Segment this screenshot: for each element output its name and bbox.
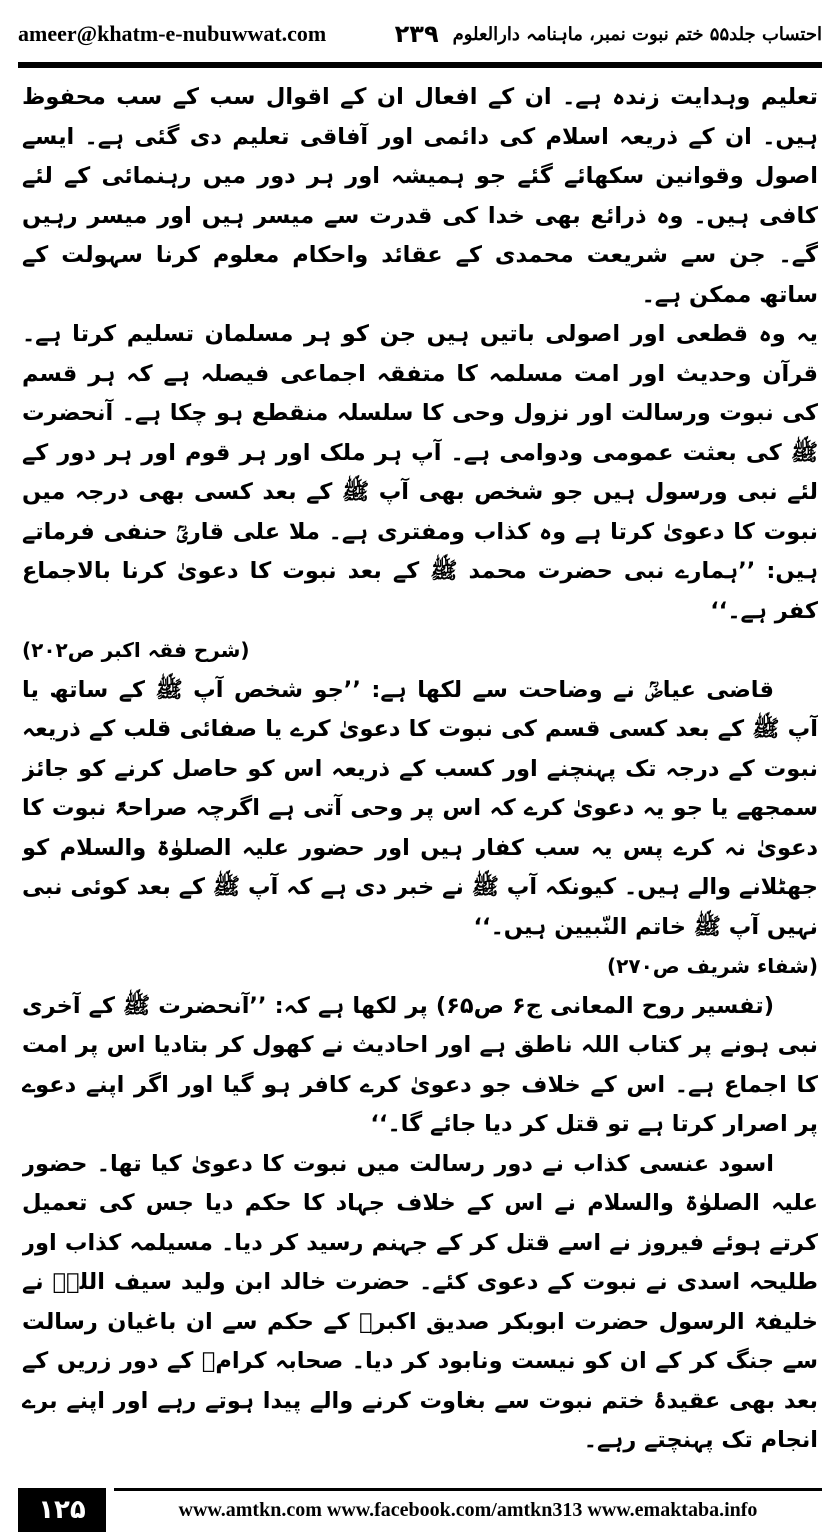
header-rule [18,62,822,68]
header-title-group [395,20,822,48]
footer-page-number: ۱۲۵ [18,1488,106,1532]
footer-links: www.amtkn.com www.facebook.com/amtkn313 www.emaktaba.info [114,1488,822,1532]
paragraph-1: تعلیم وہدایت زندہ ہے۔ ان کے افعال ان کے اقوال سب کے سب محفوظ ہیں۔ ان کے ذریعہ اسلام کی دائمی اور آفاقی تعلیم دی گئی ہے۔ ایسے اصول وقوانین سکھائے گئے جو ہمیشہ اور ہر دور میں رہنمائی کے لئے کافی ہیں۔ وہ ذرائع بھی خدا کی قدرت سے میسر ہیں اور میسر رہیں گے۔ جن سے شریعت محمدی کے عقائد واحکام معلوم کرنا سہولت کے ساتھ ممکن ہے۔ [22,84,818,308]
citation-sharh-fiqh-akbar: (شرح فقہ اکبر ص۲۰۲) [22,638,250,662]
paragraph-2: یہ وہ قطعی اور اصولی باتیں ہیں جن کو ہر مسلمان تسلیم کرتا ہے۔ قرآن وحدیث اور امت مسلمہ کا متفقہ اجماعی فیصلہ ہے کہ ہر قسم کی نبوت ورسالت اور نزول وحی کا سلسلہ منقطع ہو چکا ہے۔ آنحضرت ﷺ کی بعثت عمومی ودوامی ہے۔ آپ ہر ملک اور ہر قوم اور ہر دور کے لئے نبی ورسول ہیں جو شخص بھی آپ ﷺ کے بعد کسی بھی درجہ میں نبوت کا دعویٰ کرتا ہے وہ کذاب ومفتری ہے۔ ملا علی قاریؒ حنفی فرماتے ہیں: ’’ہمارے نبی حضرت محمد ﷺ کے بعد نبوت کا دعویٰ کرنا بالاجماع کفر ہے۔‘‘ [22,321,818,624]
paragraph-4: (تفسیر روح المعانی ج۶ ص۶۵) پر لکھا ہے کہ: ’’آنحضرت ﷺ کے آخری نبی ہونے پر کتاب اللہ ناطق ہے اور احادیث نے کھول کر بتادیا اس پر امت کا اجماع ہے۔ اس کے خلاف جو دعویٰ کرے کافر ہو گیا اور اگر اپنے دعوے پر اصرار کرتا ہے تو قتل کر دیا جائے گا۔‘‘ [22,992,818,1137]
header-email: ameer@khatm-e-nubuwwat.com [18,21,327,46]
citation-shifa-sharif: (شفاء شریف ص۲۷۰) [607,954,818,978]
page-body [22,78,818,1458]
page-footer [18,1488,822,1532]
paragraph-3: قاضی عیاضؒ نے وضاحت سے لکھا ہے: ’’جو شخص آپ ﷺ کے ساتھ یا آپ ﷺ کے بعد کسی قسم کی نبوت کا دعویٰ کرے یا صفائی قلب کے ذریعہ نبوت کے درجہ تک پہنچنے اور کسب کے ذریعہ اس کو حاصل کرنے کو جائز سمجھے یا جو یہ دعویٰ کرے کہ اس پر وحی آتی ہے اگرچہ صراحۃً نبوت کا دعویٰ نہ کرے پس یہ سب کفار ہیں اور حضور علیہ الصلوٰۃ والسلام کو جھٹلانے والے ہیں۔ کیونکہ آپ ﷺ نے خبر دی ہے کہ آپ ﷺ کے بعد کوئی نبی نہیں آپ ﷺ خاتم النّبیین ہیں۔‘‘ [22,676,818,940]
paragraph-5: اسود عنسی کذاب نے دور رسالت میں نبوت کا دعویٰ کیا تھا۔ حضور علیہ الصلوٰۃ والسلام نے اس کے خلاف جہاد کا حکم دیا جس کی تعمیل کرتے ہوئے فیروز نے اسے قتل کر کے جہنم رسید کر دیا۔ مسیلمہ کذاب اور طلیحہ اسدی نے نبوت کے دعوی کئے۔ حضرت خالد ابن ولید سیف اللہؓ نے خلیفۃ الرسول حضرت ابوبکر صدیق اکبرؓ کے حکم سے ان باغیان رسالت سے جنگ کر کے ان کو نیست ونابود کر دیا۔ صحابہ کرامؓ کے دور زریں کے بعد بھی عقیدۂ ختم نبوت سے بغاوت کرنے والے پیدا ہوتے رہے اور اپنے برے انجام تک پہنچتے رہے۔ [22,1150,818,1453]
header-title: احتساب جلد۵۵ ختم نبوت نمبر، ماہنامہ دارالعلوم [452,23,822,45]
page-header [18,14,822,54]
header-page-number: ۲۳۹ [394,20,439,48]
